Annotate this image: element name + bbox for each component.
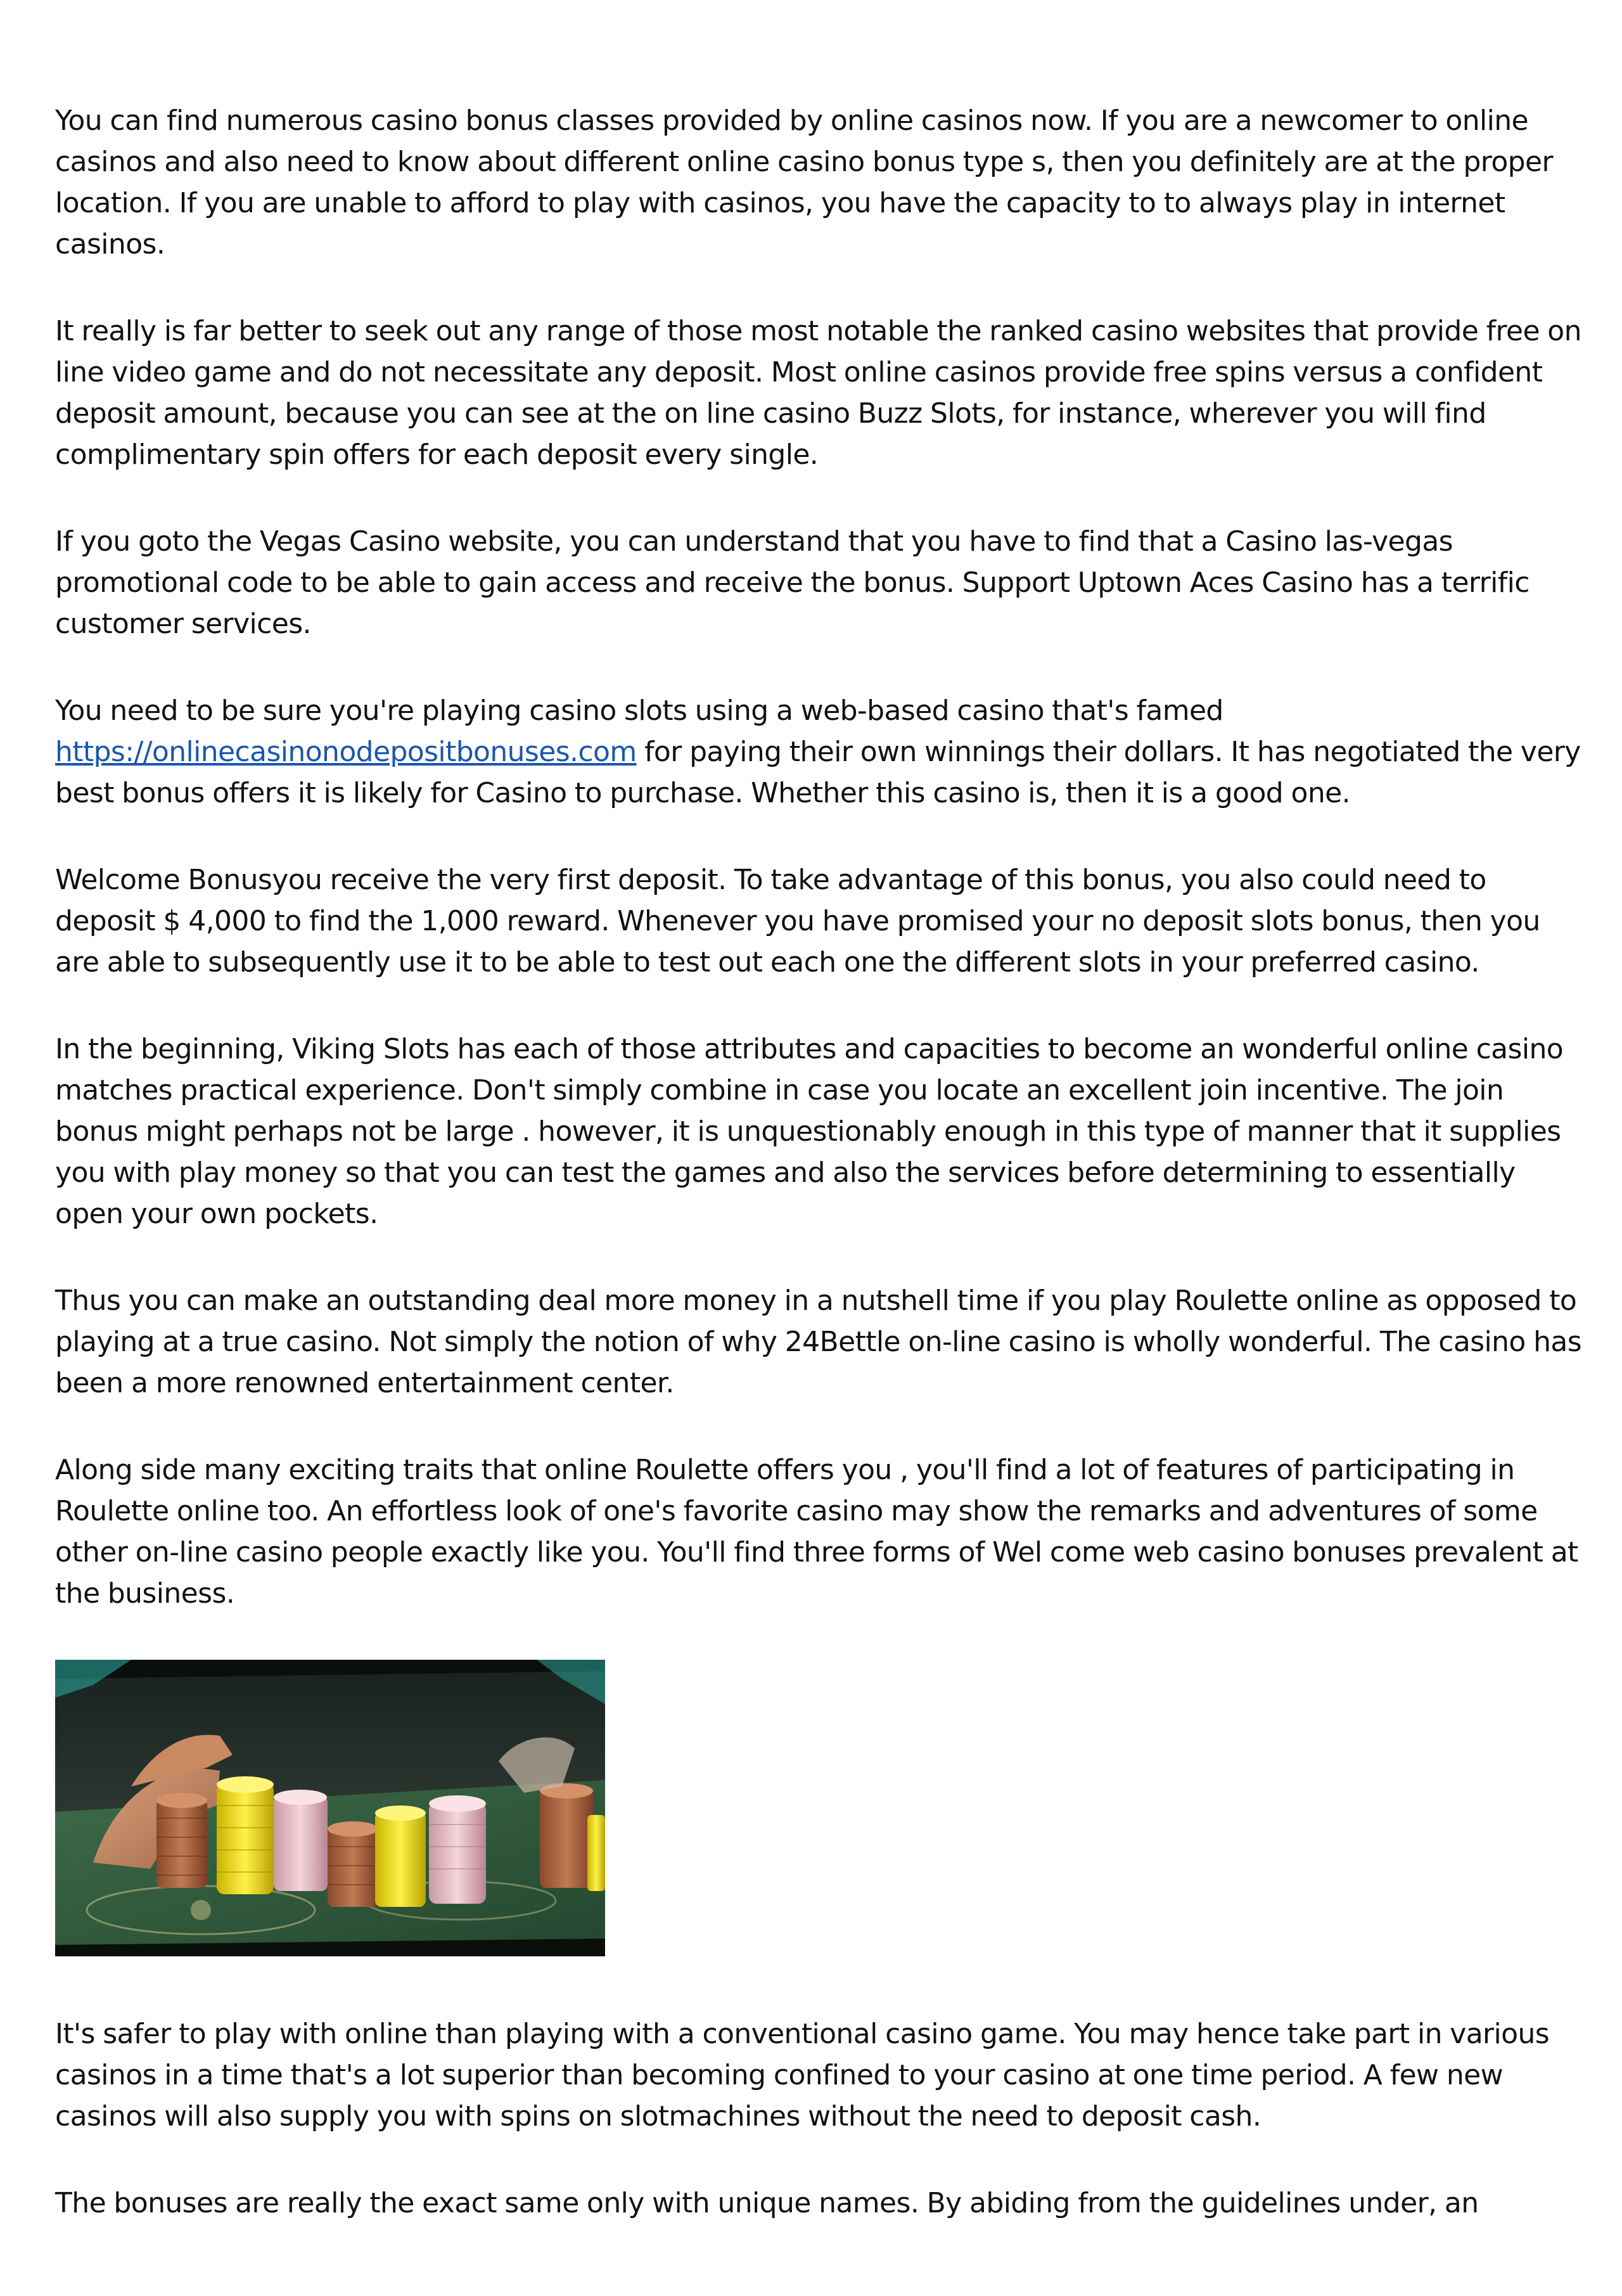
chip-stack-pink-2 — [429, 1795, 486, 1904]
chip-stack-yellow-2 — [375, 1805, 426, 1907]
paragraph-1: You can find numerous casino bonus classes provided by online casinos now. If you are a newcomer to online casinos and also need to know about different online casino bonus type s, then you definitely are at the proper location. If you are unable to afford to play with casinos, you have the capacity to to always play in internet casinos. — [55, 105, 1553, 260]
chip-stack-yellow-3 — [587, 1815, 605, 1891]
chip-stack-brown-1 — [156, 1793, 207, 1888]
casino-link[interactable]: https://onlinecasinonodepositbonuses.com — [55, 736, 637, 768]
paragraph-4 — [55, 690, 1588, 814]
paragraph-3: If you goto the Vegas Casino website, you can understand that you have to find that a Casino las-vegas promotional code to be able to gain access and receive the bonus. Support Uptown Aces Casino has a terrific customer services. — [55, 525, 1529, 640]
paragraph-4-before: You need to be sure you're playing casino slots using a web-based casino that's famed — [55, 695, 1223, 727]
paragraph-7: Thus you can make an outstanding deal more money in a nutshell time if you play Roulette online as opposed to playing at a true casino. Not simply the notion of why 24Bettle on-line casino is wholly wonderful. The casino has been a more renowned entertainment center. — [55, 1285, 1582, 1399]
chip-stack-brown-3 — [540, 1783, 594, 1888]
paragraph-6: In the beginning, Viking Slots has each of those attributes and capacities to become an wonderful online casino matches practical experience. Don't simply combine in case you locate an excellent join incentive. The join bonus might perhaps not be large . however, it is unquestionably enough in this type of manner that it supplies you with play money so that you can test the games and also the services before determining to essentially open your own pockets. — [55, 1033, 1564, 1230]
paragraph-4-after: for paying their own winnings their dollars. It has negotiated the very best bonus offers it is likely for Casino to purchase. Whether this casino is, then it is a good one. — [55, 736, 1581, 809]
paragraph-8: Along side many exciting traits that online Roulette offers you , you'll find a lot of features of participating in Roulette online too. An effortless look of one's favorite casino may show the remarks and adventures of some other on-line casino people exactly like you. You'll find three forms of Wel come web casino bonuses prevalent at the business. — [55, 1454, 1578, 1610]
paragraph-9: It's safer to play with online than playing with a conventional casino game. You may hence take part in various casinos in a time that's a lot superior than becoming confined to your casino at one time period. A few new casinos will also supply you with spins on slotmachines without the need to deposit cash. — [55, 2018, 1550, 2132]
paragraph-2: It really is far better to seek out any range of those most notable the ranked casino websites that provide free on line video game and do not necessitate any deposit. Most online casinos provide free spins versus a confident deposit amount, because you can see at the on line casino Buzz Slots, for instance, wherever you will find complimentary spin offers for each deposit every single. — [55, 315, 1581, 471]
casino-chips-photo — [55, 1660, 605, 1956]
chip-stack-pink-1 — [274, 1790, 328, 1891]
document-page — [55, 100, 1588, 2269]
casino-chips-illustration — [55, 1660, 605, 1956]
chip-stack-brown-2 — [328, 1821, 378, 1907]
paragraph-5: Welcome Bonusyou receive the very first deposit. To take advantage of this bonus, you also could need to deposit $ 4,000 to find the 1,000 reward. Whenever you have promised your no deposit slots bonus, then you are able to subsequently use it to be able to test out each one the different slots in your preferred casino. — [55, 864, 1540, 978]
paragraph-10: The bonuses are really the exact same only with unique names. By abiding from the guidelines under, an — [55, 2187, 1479, 2219]
chip-stack-yellow-1 — [217, 1776, 274, 1894]
